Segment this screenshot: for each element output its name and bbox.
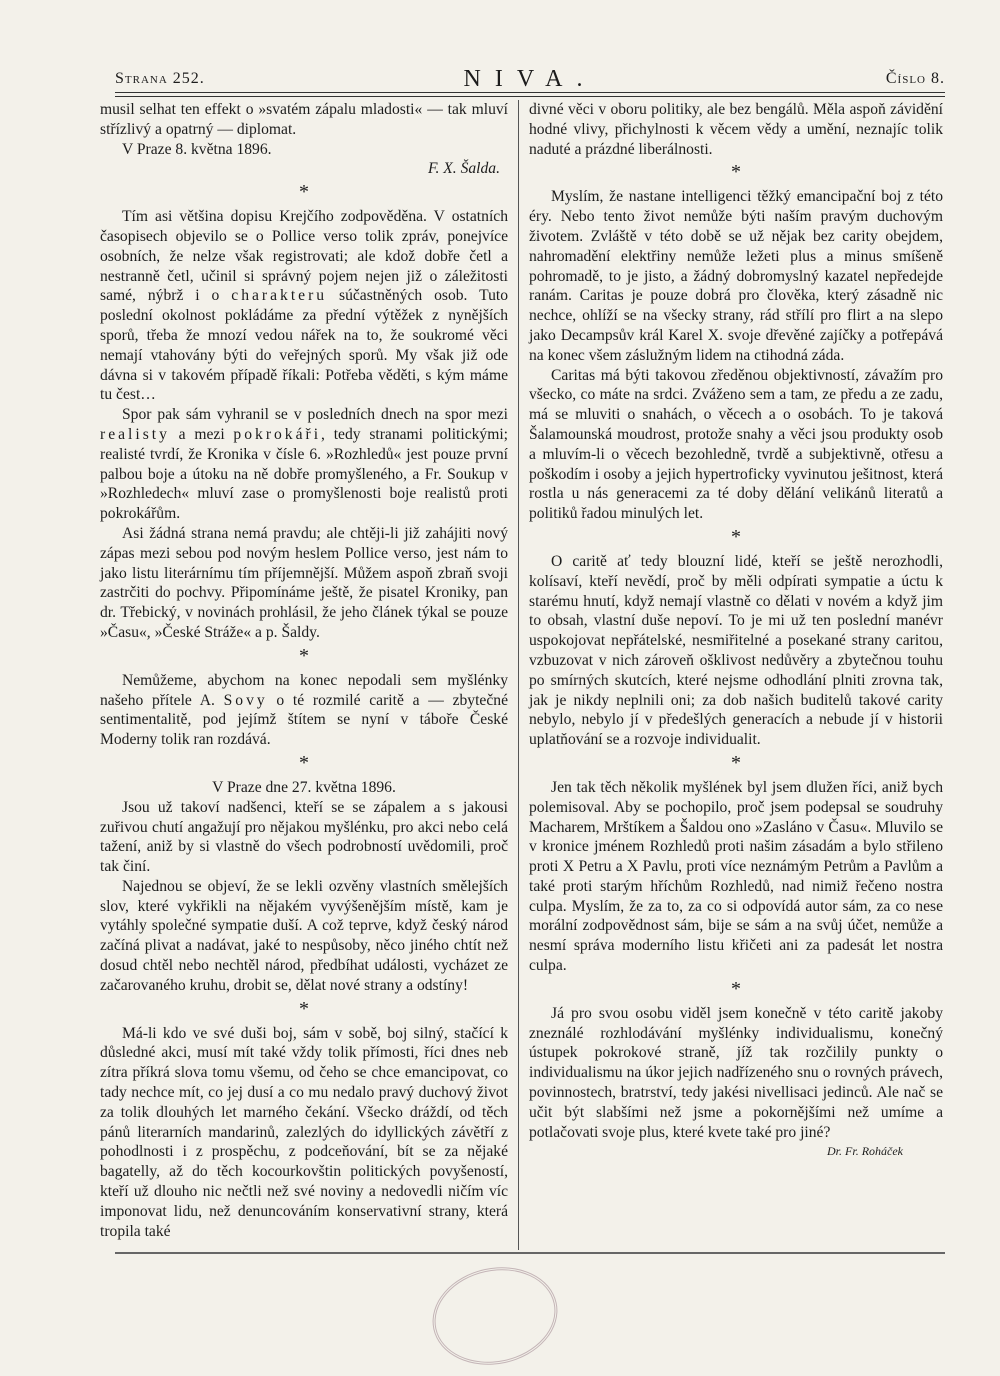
page-number: Strana 252.: [115, 70, 205, 87]
issue-number: Číslo 8.: [885, 70, 945, 87]
paragraph: musil selhat ten effekt o »svatém zápalu mladosti« — tak mluví střízlivý a opatrný — diplomat.: [100, 101, 508, 138]
paragraph: O caritě ať tedy blouzní lidé, kteří se ještě nerozhodli, kolísaví, kteří nevědí, proč by měli odpírati sympatie a úctu k starému hnutí, když nemají vlastně co dělati v novém a když jim to obsah, vlastní duše nepoví. To je mi už ten poslední manévr uspokojovat nepřátelské, nesmiřitelné a posekané strany caritou, vzbuzovat v nich zároveň ošklivost nedůvěry a zbytečnou touhu po smírných skutcích, které nejsme odhodlání plniti zrovna tak, jak je nikdy neplnili oni; za dob našich buditelů takové carity nebylo, nebylo jí v předešlých generacích a nebude jí v historii uplatňování se a rozvoje individualit.: [529, 552, 943, 749]
section-asterisk: *: [731, 525, 741, 548]
paragraph: Najednou se objeví, že se lekli ozvěny vlastních smělejších slov, které vykřikli na nějakém vyvýšenějším místě, kam je vytáhly společné sympatie duší. A což teprve, když český národ začíná plivat a nadávat, jaké to nespůsoby, něco jiného chtít než dosud chtěl nebo nechtěl národ, předbíhat události, vycházet ze začarovaného kruhu, drobit se, dělat nové strany a odstíny!: [100, 877, 508, 994]
spaced-emphasis: realisty: [100, 425, 170, 443]
paragraph: Má-li kdo ve své duši boj, sám v sobě, boj silný, stačící k důsledné akci, musí mít také vždy tolik přímosti, říci dnes neb zítra příkrá slova tomu všemu, od čeho se chce emancipovat, co tady nechce mít, co jej dusí a co mu nedalo pravý duchový život za tolik dlouhých let marného čekání. Všecko dráždí, od těch pánů literarních mandarinů, zalezlých do idyllických závětří z pohodlnosti i z prospěchu, z podceňování, bít se za nějaké bagatelly, až do těch kocourkovštin politických povyšeností, kteří už dlouho nic nečtli než své noviny a nedovedli ničím víc imponovat lidu, než denuncováním konservativní strany, která tropila také: [100, 1024, 508, 1240]
spaced-emphasis: Sovy: [223, 691, 268, 709]
paragraph: Já pro svou osobu viděl jsem konečně v této caritě jakoby zneználé rozhlodávání myšlénky individualismu, konečný ústupek pokrokové straně, jíž tak rozčilily punkty o individualismu na úkor jejich nadřízeného snu o rovných právech, povinnostech, bratrství, tedy jakési nivellisaci jedinců. Ale nač se učit být slabšími než jsme a pokornějšími než umíme a potlačovati svoje plus, které kvete také pro jiné?: [529, 1004, 943, 1141]
section-asterisk: *: [299, 181, 309, 204]
paragraph: Tím asi většina dopisu Krejčího zodpověděna. V ostatních časopisech objevilo se o Pollice verso tolik zpráv, ponejvíce osobních, že nelze však registrovati; ale kdož dobře četl a nestranně četl, učinil si správný pojem nejen již o záležitosti samé, nýbrž i o charakteru súčastněných osob. Tuto poslední okolnost pokládáme za přední výtěžek z nynějších sporů, třeba že mnozí vedou nářek na to, že soukromé věci nemají vtahovány býti do veřejných sporů. My však již ode dávna si v takovém případě říkali: Potřeba věděti, s kým máme tu čest…: [100, 208, 508, 404]
section-asterisk: *: [731, 977, 741, 1000]
column-divider: [518, 100, 519, 1250]
journal-title: NIVA.: [463, 66, 597, 92]
section-asterisk: *: [299, 997, 309, 1020]
left-column: [100, 100, 508, 1241]
paragraph: Caritas má býti takovou zředěnou objektivností, závažím pro všecko, co máte na srdci. Zváženo sem a tam, ze předu a ze zadu, má se mluviti o snahách, o věcech a o osobách. To je taková Šalamounská moudrost, protože snahy a věci jsou produkty osob a mluvím-li o věcech bezohledně, tvrdě a subjektivně, otřesu a poškodím i osoby a jejich hypertroficky vyvinutou ješitnost, která rostla u nás generacemi za té doby dělání velikánů literatů a politiků řadou minulých let.: [529, 366, 943, 523]
section-asterisk: *: [731, 751, 741, 774]
paragraph: Jsou už takoví nadšenci, kteří se se zápalem a s jakousi zuřivou chutí angažují pro nějakou myšlénku, pro akci nebo celá tažení, aniž by si vlastně do všech podrobností uvědomili, proč tak činí.: [100, 798, 508, 876]
signature-salda: F. X. Šalda.: [427, 160, 500, 178]
spaced-emphasis: pokrokáři: [233, 425, 322, 443]
spaced-emphasis: charakteru: [231, 287, 328, 305]
dateline: V Praze dne 27. května 1896.: [212, 778, 396, 796]
paragraph: Jen tak těch několik myšlének byl jsem dlužen říci, aniž bych polemisoval. Aby se pochopilo, proč jsem podepsal se soudruhy Macharem, Mrštíkem a Šaldou ono »Zasláno v Času«. Mluvilo se v kronice jménem Rozhledů proti našim zásadám a bylo střileno proti X Petru a X Pavlu, proti více neznámým Petrům a Pavlům a také proti starým hříchům Rozhledů, nad nimiž řečeno nostra culpa. Myslím, že za to, za co si odpovídá autor sám, za co nese morální zodpovědnost sám, bije se sám a na svůj účet, nemůže a nesmí správa moderního listu křičeti ani za padesát let nostra culpa.: [529, 778, 943, 975]
paragraph: Asi žádná strana nemá pravdu; ale chtěji-li již zahájiti nový zápas mezi sebou pod novým heslem Pollice verso, jest nám to jako listu literárnímu tím příjemnější. Můžem aspoň zbraň svoji zastrčiti do pochvy. Připomínáme ještě, že pisatel Kroniky, pan dr. Třebický, v novinách prohlásil, že jeho článek týkal se pouze »Času«, »České Stráže« a p. Šaldy.: [100, 524, 508, 641]
section-asterisk: *: [299, 751, 309, 774]
dateline: V Praze 8. května 1896.: [122, 140, 272, 158]
header-rule-top: [115, 92, 945, 93]
footer-rule: [115, 1252, 945, 1254]
paragraph: Nemůžeme, abychom na konec nepodali sem myšlénky našeho přítele A. Sovy o té rozmilé caritě a — zbytečné sentimentalitě, pod jejímž štítem se nyní v táboře České Moderny tolik ran rozdává.: [100, 671, 508, 749]
paragraph: Spor pak sám vyhranil se v posledních dnech na spor mezi realisty a mezi pokrokáři, tedy stranami politickými; realisté tvrdí, že Kronika v čísle 6. »Rozhledů« jest pouze první palbou boje a útoku na ně dobře promyšleného, a Fr. Soukup v »Rozhledech« mluví zase o promyšlenosti boje realistů proti pokrokářům.: [100, 406, 509, 523]
header-rule-bottom: [115, 96, 945, 97]
right-column: [529, 100, 943, 1162]
section-asterisk: *: [299, 644, 309, 667]
section-asterisk: *: [731, 161, 741, 184]
paragraph: divné věci v oboru politiky, ale bez bengálů. Měla aspoň závidění hodné vlivy, přichylnosti k věcem vědy a umění, neznajíc tolik naduté a prázdné liberálnosti.: [529, 101, 943, 158]
library-stamp: [423, 1256, 566, 1376]
paragraph: Myslím, že nastane intelligenci těžký emancipační boj z této éry. Nebo tento život nemůže býti naším pravým duchovým životem. Zvláště v této době se už nějak bez carity obejdem, nahromadění elektřiny nemůže ležeti plus a minus smíšeně pohromadě, to je jisto, a žádný dobromyslný kazatel nepředejde ranám. Caritas je pouze dobrá pro člověka, který zásadně nic nechce, ohlíží se na všecky strany, rád střílí pro flirt a na slepo jako Decampsův král Karel X. svoje dřevěné zajíčky a potřepává na konec všem záslužným lidem na ctihodná záda.: [529, 188, 943, 364]
signature-rohacek: Dr. Fr. Roháček: [827, 1144, 903, 1159]
